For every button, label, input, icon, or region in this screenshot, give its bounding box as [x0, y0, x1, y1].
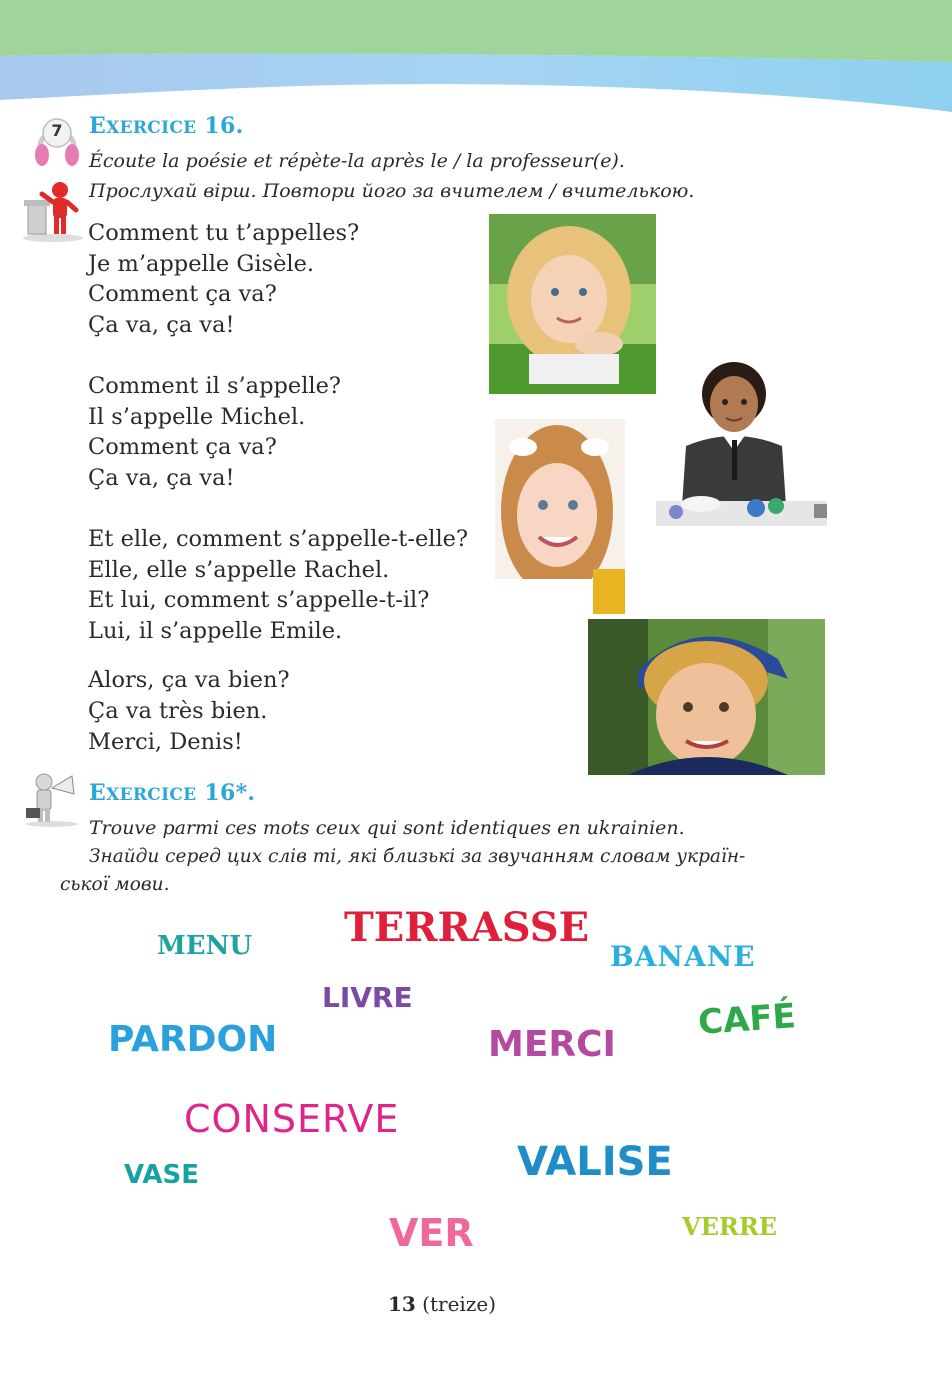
word-conserve: CONSERVE [184, 1097, 400, 1141]
poem-line: Comment il s’appelle? [88, 373, 341, 399]
photo-boy-cap [588, 619, 825, 775]
exercise-16-title: EXERCICE 16. [89, 113, 244, 139]
poem-line: Alors, ça va bien? [88, 667, 290, 693]
instruction-french: Écoute la poésie et répète-la après le / la professeur(e). [89, 150, 625, 172]
poem-line: Et lui, comment s’appelle-t-il? [88, 587, 430, 613]
instruction-french-2: Trouve parmi ces mots ceux qui sont identiques en ukrainien. [89, 817, 685, 839]
poem-line: Il s’appelle Michel. [88, 404, 306, 430]
word-cafe: CAFÉ [696, 996, 798, 1043]
word-livre: LIVRE [322, 981, 413, 1014]
instruction-ukrainian-2-line1: Знайди серед цих слів ті, які близькі за звучанням словам україн- [89, 846, 746, 867]
poem-line: Ça va, ça va! [88, 312, 235, 338]
photo-girl-blonde [489, 214, 656, 394]
photo-boy-desk [656, 356, 827, 526]
word-merci: MERCI [488, 1024, 616, 1065]
word-verre: VERRE [682, 1212, 778, 1241]
word-vase: VASE [124, 1160, 199, 1190]
word-pardon: PARDON [108, 1019, 278, 1060]
word-banane: BANANE [610, 940, 756, 973]
page-number-digits: 13 [387, 1292, 416, 1316]
megaphone-figure-icon [22, 768, 82, 828]
photo-girl-bows [495, 419, 625, 614]
word-valise: VALISE [517, 1139, 673, 1185]
poem-line: Comment ça va? [88, 281, 277, 307]
instruction-ukrainian: Прослухай вірш. Повтори його за вчителем / вчителькою. [89, 180, 695, 202]
exercise-16-star-title: EXERCICE 16*. [89, 780, 256, 806]
poem-line: Comment ça va? [88, 434, 277, 460]
poem-line: Et elle, comment s’appelle-t-elle? [88, 526, 469, 552]
poem-line: Merci, Denis! [88, 729, 243, 755]
top-banner [0, 0, 952, 120]
poem-line: Comment tu t’appelles? [88, 220, 360, 246]
poem-line: Ça va, ça va! [88, 465, 235, 491]
poem-line: Je m’appelle Gisèle. [88, 251, 315, 277]
word-terrasse: TERRASSE [344, 904, 590, 951]
page-number-word: (treize) [415, 1292, 496, 1316]
teacher-figure-icon [20, 180, 86, 242]
word-menu: MENU [157, 931, 253, 961]
instruction-ukrainian-2-line2: ської мови. [60, 874, 170, 895]
word-ver: VER [389, 1211, 474, 1255]
poem-line: Elle, elle s’appelle Rachel. [88, 557, 390, 583]
poem-line: Lui, il s’appelle Emile. [88, 618, 343, 644]
page-number [0, 1292, 884, 1316]
track-number-badge: 7 [51, 121, 63, 140]
poem-line: Ça va très bien. [88, 698, 268, 724]
